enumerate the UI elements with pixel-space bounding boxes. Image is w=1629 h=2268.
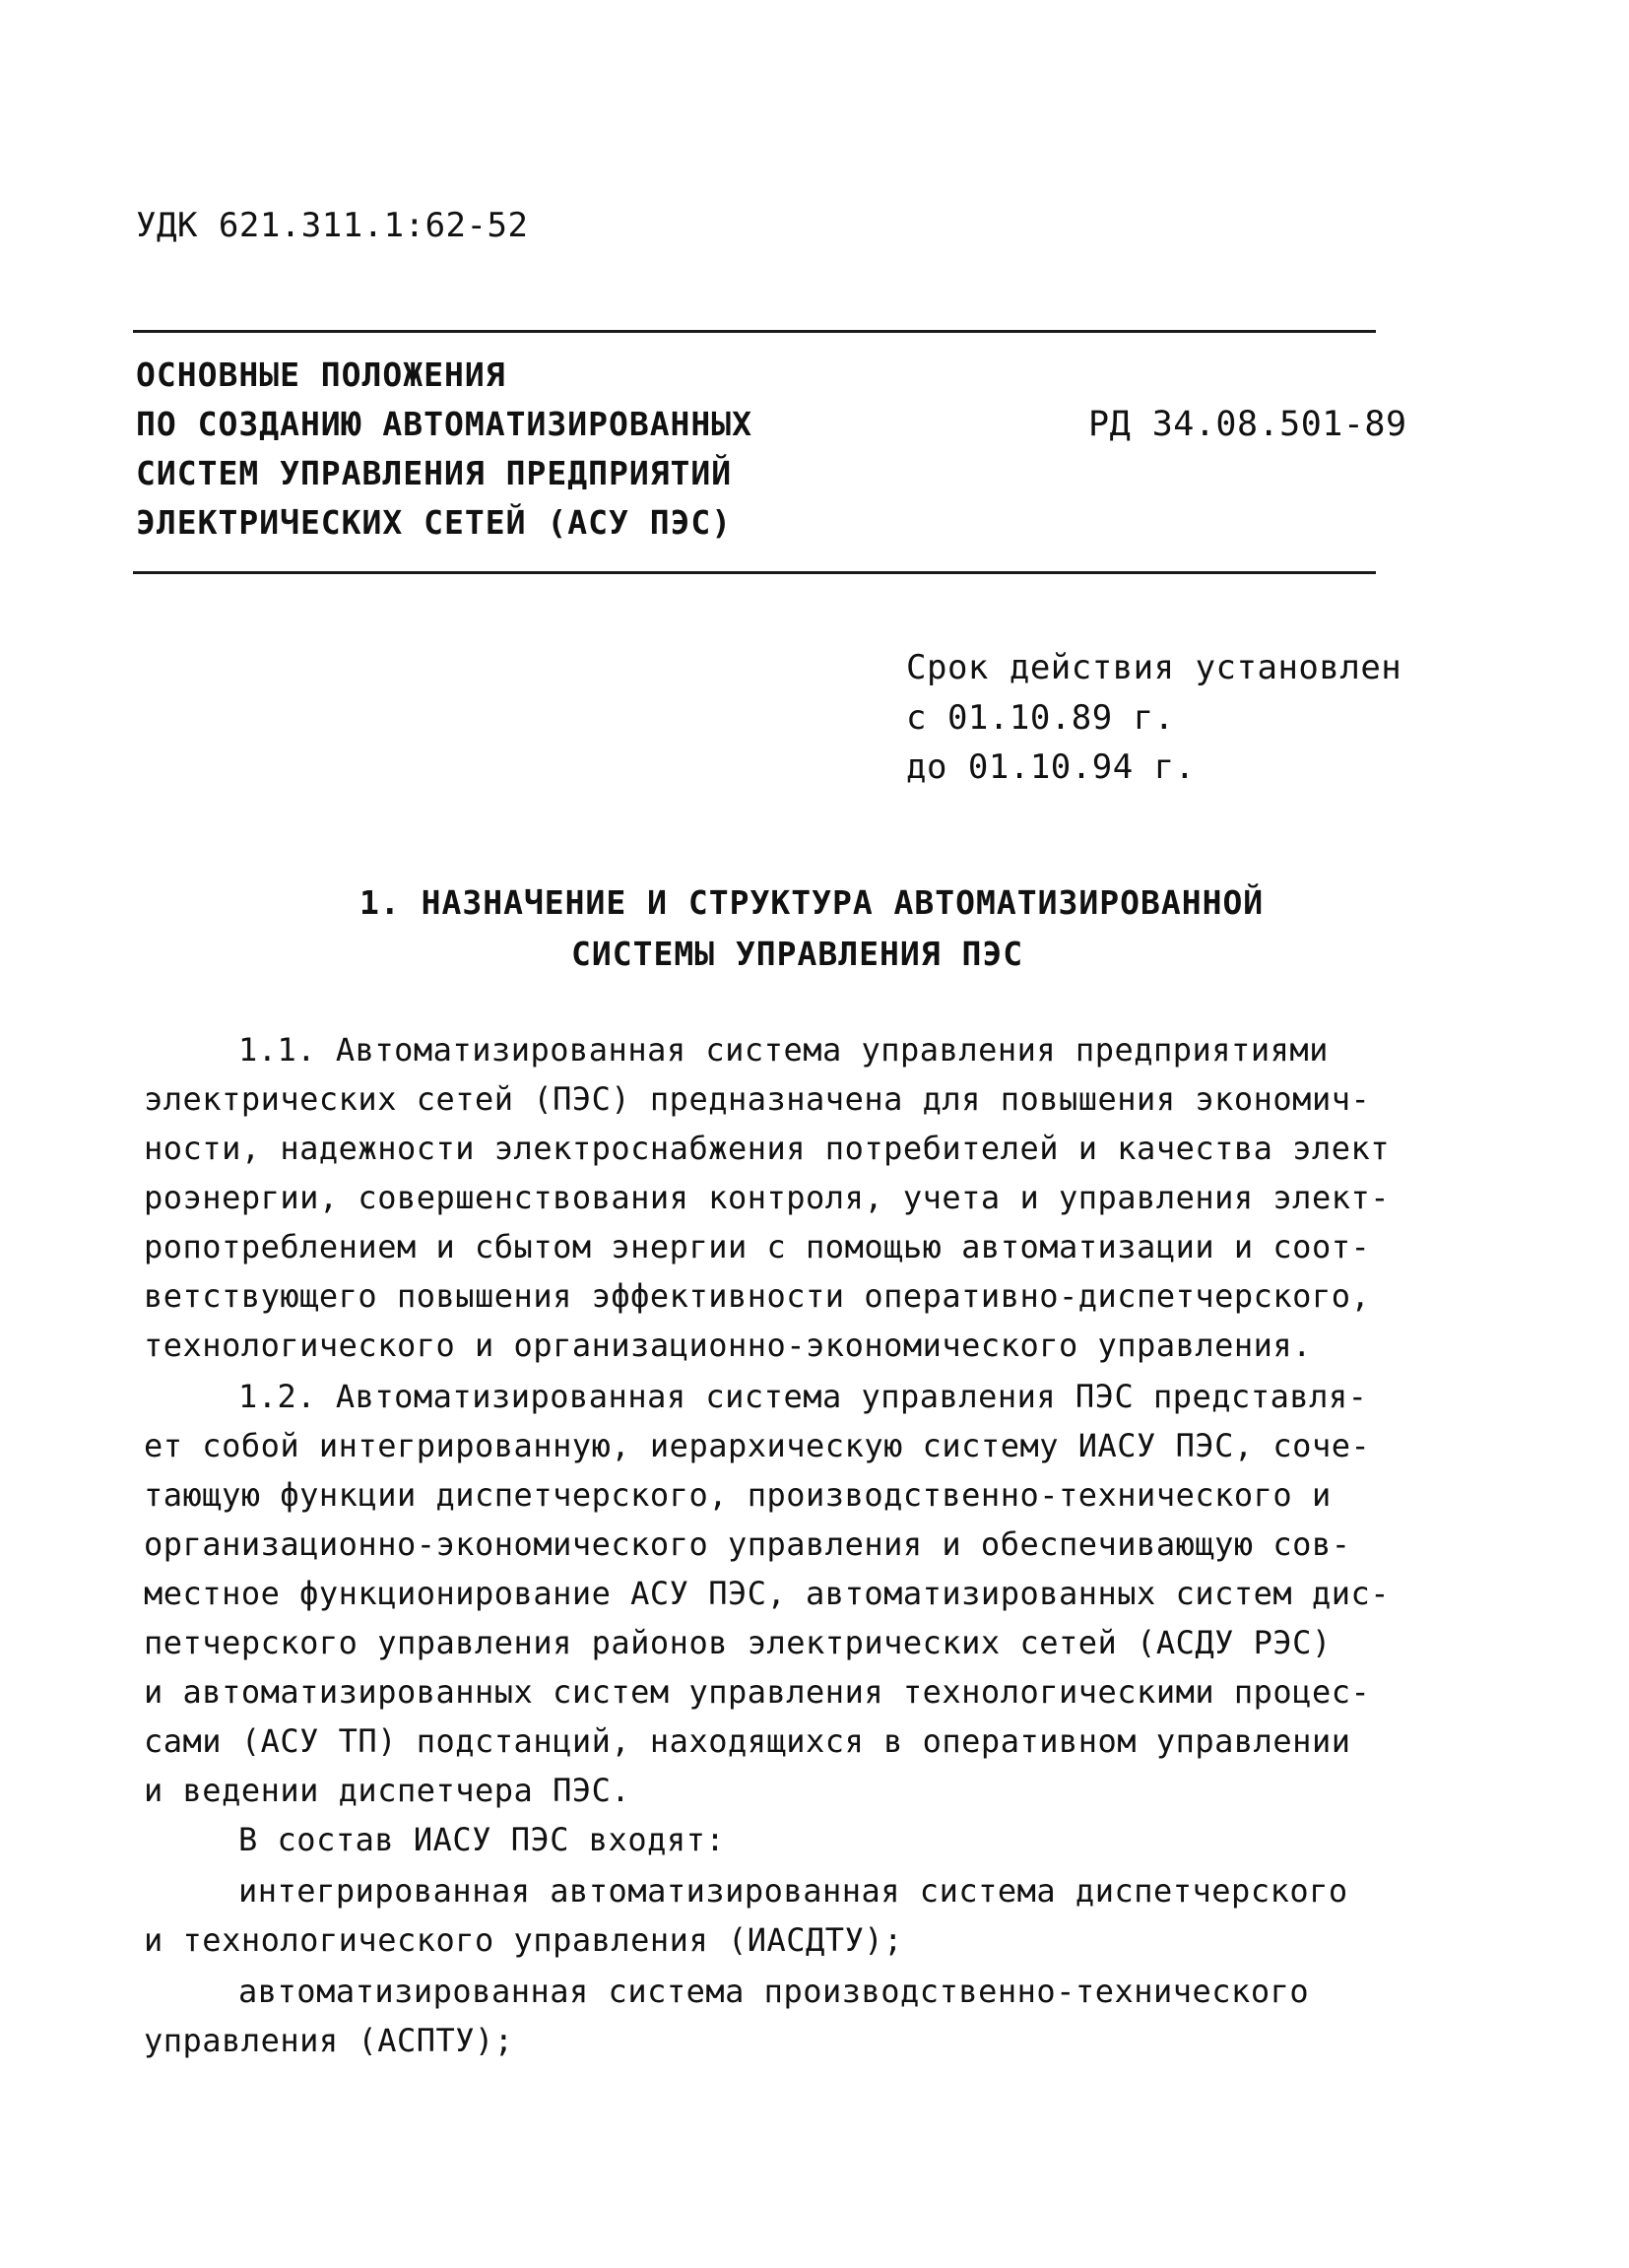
title-line-2: ПО СОЗДАНИЮ АВТОМАТИЗИРОВАННЫХ xyxy=(136,405,753,443)
item-1-line-1: интегрированная автоматизированная система диспетчерского xyxy=(238,1872,1348,1910)
document-code: РД 34.08.501-89 xyxy=(1088,405,1407,444)
para-1-2-line-9: и ведении диспетчера ПЭС. xyxy=(144,1772,631,1809)
validity-label: Срок действия установлен xyxy=(906,648,1402,687)
para-1-2-line-4: организационно-экономического управления и обеспечивающую сов- xyxy=(144,1525,1351,1563)
item-2-line-1: автоматизированная система производственно-технического xyxy=(238,1973,1310,2010)
para-1-1-line-3: ности, надежности электроснабжения потребителей и качества элект xyxy=(144,1130,1390,1167)
para-1-2-line-6: петчерского управления районов электрических сетей (АСДУ РЭС) xyxy=(144,1624,1332,1661)
composition-intro: В состав ИАСУ ПЭС входят: xyxy=(238,1821,726,1858)
para-1-2-line-5: местное функционирование АСУ ПЭС, автоматизированных систем дис- xyxy=(144,1575,1390,1612)
udc-code: УДК 621.311.1:62-52 xyxy=(136,206,529,245)
para-1-2-line-3: тающую функции диспетчерского, производственно-технического и xyxy=(144,1476,1332,1514)
para-1-1-line-6: ветствующего повышения эффективности оперативно-диспетчерского, xyxy=(144,1277,1371,1315)
validity-from: с 01.10.89 г. xyxy=(906,698,1175,738)
item-2-line-2: управления (АСПТУ); xyxy=(144,2022,514,2059)
title-line-4: ЭЛЕКТРИЧЕСКИХ СЕТЕЙ (АСУ ПЭС) xyxy=(136,503,733,542)
para-1-2-line-2: ет собой интегрированную, иерархическую систему ИАСУ ПЭС, соче- xyxy=(144,1427,1371,1464)
top-divider xyxy=(133,330,1376,333)
section-title-line-2: СИСТЕМЫ УПРАВЛЕНИЯ ПЭС xyxy=(571,935,1024,973)
para-1-1-line-2: электрических сетей (ПЭС) предназначена для повышения экономич- xyxy=(144,1080,1371,1118)
title-line-1: ОСНОВНЫЕ ПОЛОЖЕНИЯ xyxy=(136,356,506,394)
item-1-line-2: и технологического управления (ИАСДТУ); xyxy=(144,1921,903,1959)
para-1-2-line-7: и автоматизированных систем управления технологическими процес- xyxy=(144,1673,1371,1711)
para-1-2-line-1: 1.2. Автоматизированная система управления ПЭС представля- xyxy=(238,1378,1368,1415)
para-1-1-line-1: 1.1. Автоматизированная система управления предприятиями xyxy=(238,1031,1329,1069)
para-1-1-line-4: роэнергии, совершенствования контроля, учета и управления элект- xyxy=(144,1179,1390,1216)
para-1-2-line-8: сами (АСУ ТП) подстанций, находящихся в оперативном управлении xyxy=(144,1722,1351,1760)
title-line-3: СИСТЕМ УПРАВЛЕНИЯ ПРЕДПРИЯТИЙ xyxy=(136,454,733,492)
para-1-1-line-5: ропотреблением и сбытом энергии с помощью автоматизации и соот- xyxy=(144,1228,1371,1265)
bottom-divider xyxy=(133,571,1376,574)
section-title-line-1: 1. НАЗНАЧЕНИЕ И СТРУКТУРА АВТОМАТИЗИРОВАННОЙ xyxy=(359,883,1265,922)
validity-to: до 01.10.94 г. xyxy=(906,747,1196,787)
para-1-1-line-7: технологического и организационно-экономического управления. xyxy=(144,1327,1312,1364)
